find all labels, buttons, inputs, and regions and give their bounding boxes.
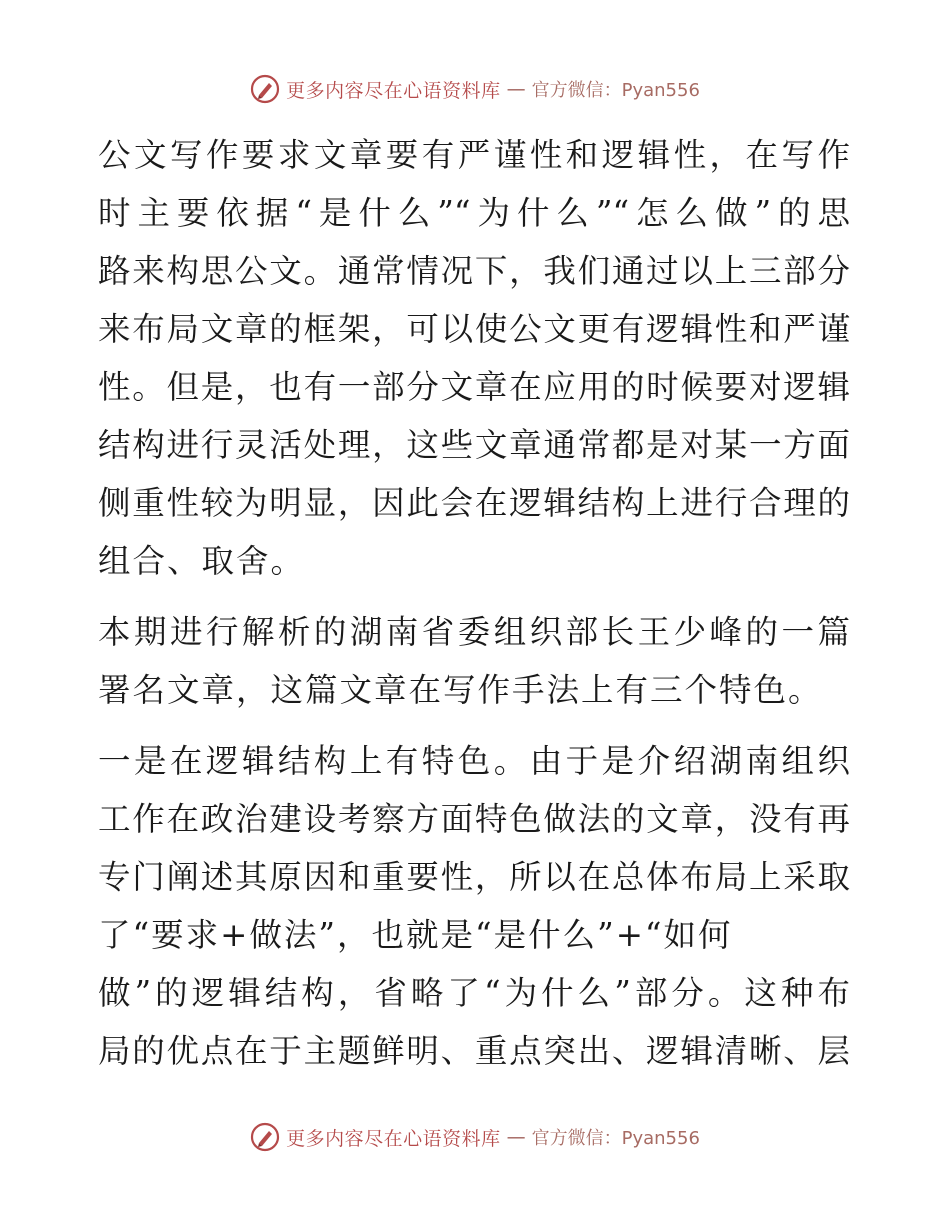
document-body bbox=[98, 126, 850, 1080]
watermark-text: 更多内容尽在心语资料库 bbox=[286, 1127, 501, 1150]
pen-logo-icon bbox=[250, 1122, 280, 1152]
text-line: 公文写作要求文章要有严谨性和逻辑性，在写作 bbox=[98, 136, 850, 174]
paragraph-2 bbox=[98, 603, 850, 719]
text-line: 专门阐述其原因和重要性，所以在总体布局上采取 bbox=[98, 858, 850, 896]
text-line: 工作在政治建设考察方面特色做法的文章，没有再 bbox=[98, 800, 850, 838]
text-line: 性。但是，也有一部分文章在应用的时候要对逻辑 bbox=[98, 368, 850, 406]
text-line: 做”的逻辑结构，省略了“为什么”部分。这种布 bbox=[98, 974, 850, 1012]
paragraph-3 bbox=[98, 732, 850, 1080]
text-line: 结构进行灵活处理，这些文章通常都是对某一方面 bbox=[98, 426, 850, 464]
text-line: 路来构思公文。通常情况下，我们通过以上三部分 bbox=[98, 252, 850, 290]
text-line: 局的优点在于主题鲜明、重点突出、逻辑清晰、层 bbox=[98, 1032, 850, 1070]
watermark-text: 更多内容尽在心语资料库 bbox=[286, 79, 501, 102]
text-line: 了“要求+做法”，也就是“是什么”+“如何 bbox=[98, 916, 733, 954]
header-watermark bbox=[0, 74, 950, 104]
pen-logo-icon bbox=[250, 74, 280, 104]
text-line: 本期进行解析的湖南省委组织部长王少峰的一篇 bbox=[98, 613, 850, 651]
paragraph-1 bbox=[98, 126, 850, 590]
text-line: 署名文章，这篇文章在写作手法上有三个特色。 bbox=[98, 671, 823, 709]
text-line: 组合、取舍。 bbox=[98, 542, 306, 580]
footer-watermark bbox=[0, 1122, 950, 1152]
watermark-dash: — bbox=[506, 1126, 526, 1148]
text-line: 来布局文章的框架，可以使公文更有逻辑性和严谨 bbox=[98, 310, 850, 348]
watermark-contact: 官方微信：Pyan556 bbox=[531, 80, 700, 101]
text-line: 时主要依据“是什么”“为什么”“怎么做”的思 bbox=[98, 194, 850, 232]
text-line: 侧重性较为明显，因此会在逻辑结构上进行合理的 bbox=[98, 484, 850, 522]
watermark-contact: 官方微信：Pyan556 bbox=[531, 1128, 700, 1149]
text-line: 一是在逻辑结构上有特色。由于是介绍湖南组织 bbox=[98, 742, 850, 780]
watermark-dash: — bbox=[506, 78, 526, 100]
